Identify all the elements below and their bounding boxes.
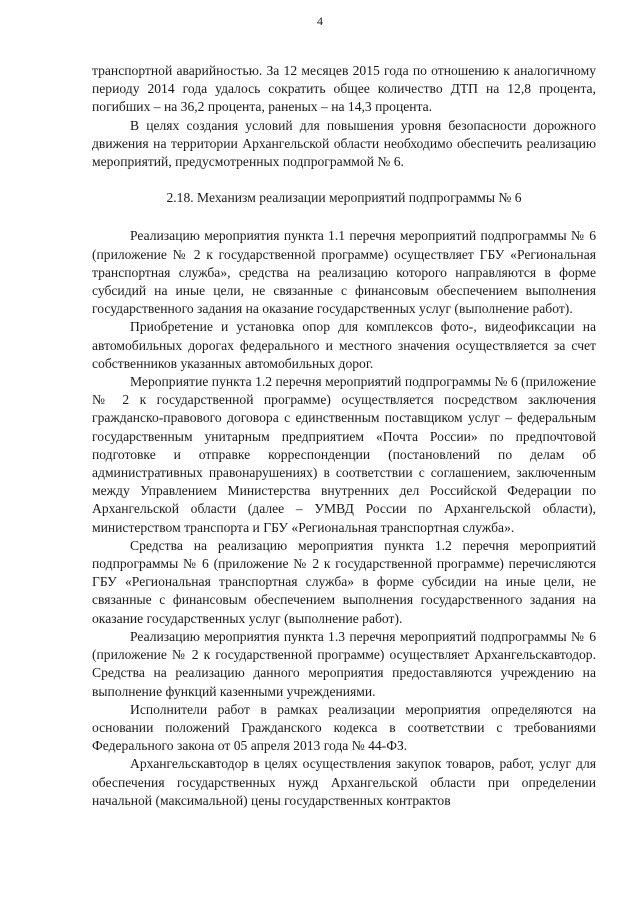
page-number: 4 [317,14,323,28]
paragraph: В целях создания условий для повышения уровня безопасности дорожного движения на территории Архангельской области необходимо обеспечить реализацию мероприятий, предусмотренных подпрограммой № 6. [92,117,596,170]
paragraph: Реализацию мероприятия пункта 1.3 перечня мероприятий подпрограммы № 6 (приложение № 2 к государственной программе) осуществляет Архангельскавтодор. Средства на реализацию данного мероприятия предоставляются учреждению на выполнение функций казенными учреждениями. [92,628,596,699]
paragraph: Архангельскавтодор в целях осуществления закупок товаров, работ, услуг для обеспечения государственных нужд Архангельской области при определении начальной (максимальной) цены государственных контрактов [92,756,596,808]
paragraph: транспортной аварийностью. За 12 месяцев 2015 года по отношению к аналогичному периоду 2014 года удалось сократить общее количество ДТП на 12,8 процента, погибших – на 36,2 процента, раненых – на 14,3 процента. [92,63,596,115]
paragraph: Реализацию мероприятия пункта 1.1 перечня мероприятий подпрограммы № 6 (приложение № 2 к государственной программе) осуществляет ГБУ «Региональная транспортная служба», средства на реализацию которого направляются в форме субсидий на иные цели, не связанные с финансовым обеспечением выполнения государственного задания на оказание государственных услуг (выполнение работ). [92,228,596,317]
paragraph: Мероприятие пункта 1.2 перечня мероприятий подпрограммы № 6 (приложение № 2 к государственной программе) осуществляется посредством заключения гражданско-правового договора с единственным поставщиком услуг – федеральным государственным унитарным предприятием «Почта России» по предпочтовой подготовке и отправке корреспонденции (постановлений по делам об административных правонарушениях) в соответствии с соглашением, заключенным между Управлением Министерства внутренних дел Российской Федерации по Архангельской области (далее – УМВД России по Архангельской области), министерством транспорта и ГБУ «Региональная транспортная служба». [92,374,596,535]
paragraph: Приобретение и установка опор для комплексов фото-, видеофиксации на автомобильных дорогах федерального и местного значения осуществляется за счет собственников указанных автомобильных дорог. [92,319,596,371]
paragraph: Средства на реализацию мероприятия пункта 1.2 перечня мероприятий подпрограммы № 6 (приложение № 2 к государственной программе) перечисляются ГБУ «Региональная транспортная служба» в форме субсидии на иные цели, не связанные с финансовым обеспечением выполнения государственного задания на оказание государственных услуг (выполнение работ). [92,537,596,626]
paragraph: Исполнители работ в рамках реализации мероприятия определяются на основании положений Гражданского кодекса в соответствии с требованиями Федерального закона от 05 апреля 2013 года № 44-ФЗ. [92,701,596,754]
document-body [92,62,596,810]
section-heading: 2.18. Механизм реализации мероприятий подпрограммы № 6 [166,190,522,206]
